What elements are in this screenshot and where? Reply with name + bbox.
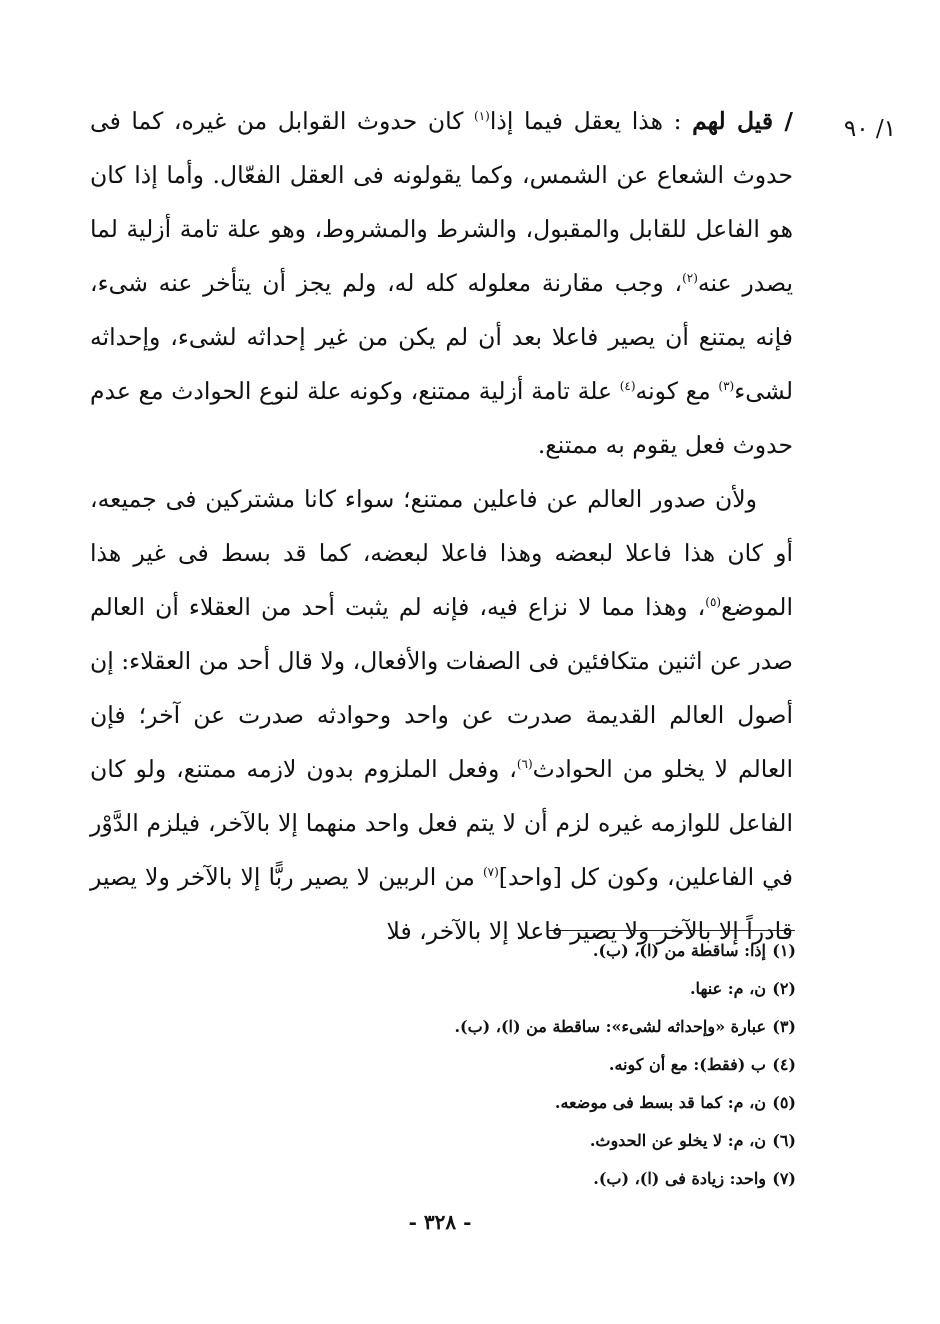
- page-number: - ٣٢٨ -: [408, 1210, 472, 1234]
- text-run: ، وجب مقارنة معلوله كله له، ولم يجز أن يتأخر عنه شىء، فإنه يمتنع أن يصير فاعلا بعد أن لم يكن من غير إحداثه لشىء، وإحداثه لشىء: [90, 269, 793, 405]
- footnote: [300, 1046, 796, 1084]
- footnote-number: (٦): [772, 1131, 796, 1150]
- text-run: ولأن صدور العالم عن فاعلين ممتنع؛ سواء كانا مشتركين فى جميعه، أو كان هذا فاعلا لبعضه وهذا فاعلا لبعضه، كما قد بسط فى غير هذا الموضع: [90, 485, 793, 621]
- text-run: ، وفعل الملزوم بدون لازمه ممتنع، ولو كان الفاعل للوازمه غيره لزم أن لا يتم فعل واحد منهما إلا بالآخر، فيلزم الدَّوْر في الفاعلين، وكون كل [واحد]: [90, 755, 793, 891]
- footnote-text: ن، م: كما قد بسط فى موضعه.: [554, 1093, 766, 1112]
- footnote-separator: [548, 930, 795, 931]
- footnote-number: (٧): [772, 1169, 796, 1188]
- footnote-number: (٢): [772, 979, 796, 998]
- text-run: ، وهذا مما لا نزاع فيه، فإنه لم يثبت أحد من العقلاء أن العالم صدر عن اثنين متكافئين فى الصفات والأفعال، ولا قال أحد من العقلاء: إن أصول العالم القديمة صدرت عن واحد وحوادثه صدرت عن آخر؛ فإن العالم لا يخلو من الحوادث: [90, 593, 793, 783]
- footnote: [300, 970, 796, 1008]
- note-mark: (٧): [482, 865, 499, 879]
- note-mark: (٣): [718, 379, 735, 393]
- footnote: [300, 1008, 796, 1046]
- footnote-text: واحد: زيادة فى (ا)، (ب).: [593, 1169, 766, 1188]
- main-text: [90, 94, 793, 958]
- text-run: من الربين لا يصير ربًّا إلا بالآخر ولا يصير قادراً إلا بالآخر ولا يصير فاعلا إلا بالآخر، فلا: [90, 863, 793, 945]
- note-mark: (٢): [682, 271, 698, 285]
- footnote-number: (٣): [772, 1017, 796, 1036]
- footnote-number: (١): [772, 941, 796, 960]
- footnote-number: (٥): [772, 1093, 796, 1112]
- footnote-text: إذا: ساقطة من (ا)، (ب).: [592, 941, 766, 960]
- text-run: كان حدوث القوابل من غيره، كما فى حدوث الشعاع عن الشمس، وكما يقولونه فى العقل الفعّال. وأما إذا كان هو الفاعل للقابل والمقبول، والشرط والمشروط، وهو علة تامة أزلية لما يصدر عنه: [90, 107, 793, 297]
- footnotes: [300, 932, 796, 1198]
- footnote: [300, 1084, 796, 1122]
- lead-phrase: / قيل لهم: [692, 107, 793, 135]
- footnote-text: ب (فقط): مع أن كونه.: [608, 1055, 766, 1074]
- footnote-text: ن، م: لا يخلو عن الحدوث.: [589, 1131, 766, 1150]
- note-mark: (٤): [619, 379, 636, 393]
- footnote-text: عبارة «وإحداثه لشىء»: ساقطة من (ا)، (ب).: [454, 1017, 766, 1036]
- footnote-text: ن، م: عنها.: [689, 979, 766, 998]
- footnote-number: (٤): [772, 1055, 796, 1074]
- text-run: مع كونه: [635, 377, 711, 405]
- footnote: [300, 1160, 796, 1198]
- text-run: علة تامة أزلية ممتنع، وكونه علة لنوع الحوادث مع عدم حدوث فعل يقوم به ممتنع.: [90, 377, 793, 459]
- footnote: [300, 932, 796, 970]
- note-mark: (٥): [705, 595, 722, 609]
- text-run: : هذا يعقل فيما إذا: [489, 107, 682, 135]
- margin-reference: ١/ ٩٠: [843, 116, 896, 142]
- paragraph-2: [90, 472, 793, 958]
- footnote: [300, 1122, 796, 1160]
- paragraph-1: [90, 94, 793, 472]
- note-mark: (٦): [516, 757, 533, 771]
- note-mark: (١): [474, 109, 490, 123]
